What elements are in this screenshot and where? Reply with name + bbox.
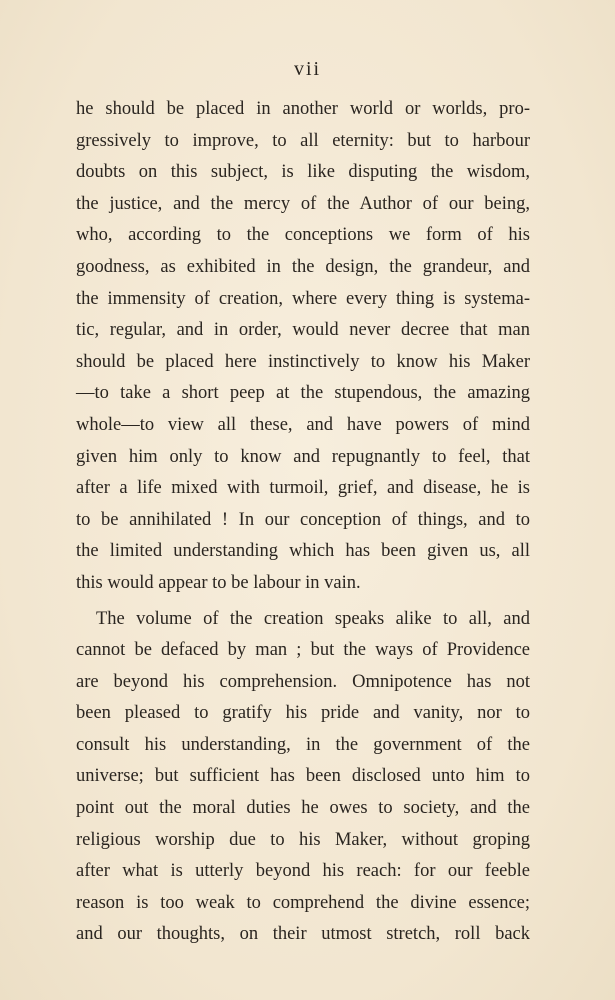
text-line: consult his understanding, in the government of the bbox=[76, 734, 530, 755]
text-line: the limited understanding which has been given us, all bbox=[76, 541, 530, 562]
paragraph-1 bbox=[76, 94, 530, 600]
text-line: should be placed here instinctively to know his Maker bbox=[76, 351, 530, 372]
text-line: he should be placed in another world or worlds, pro- bbox=[76, 99, 530, 119]
text-line: been pleased to gratify his pride and vanity, nor to bbox=[76, 703, 530, 724]
text-line: universe; but sufficient has been disclosed unto him to bbox=[76, 766, 530, 787]
paragraph-2 bbox=[76, 604, 530, 952]
text-line: after a life mixed with turmoil, grief, and disease, he is bbox=[76, 478, 530, 499]
text-line: tic, regular, and in order, would never decree that man bbox=[76, 320, 530, 341]
text-line: given him only to know and repugnantly to feel, that bbox=[76, 446, 530, 467]
text-line: whole—to view all these, and have powers of mind bbox=[76, 414, 530, 435]
text-line: this would appear to be labour in vain. bbox=[76, 572, 361, 593]
body-text bbox=[76, 94, 530, 951]
text-line: point out the moral duties he owes to society, and the bbox=[76, 798, 530, 819]
text-line: goodness, as exhibited in the design, the grandeur, and bbox=[76, 256, 530, 277]
text-line: reason is too weak to comprehend the divine essence; bbox=[76, 892, 530, 913]
text-line: cannot be defaced by man ; but the ways of Providence bbox=[76, 640, 530, 661]
text-line: are beyond his comprehension. Omnipotence has not bbox=[76, 671, 530, 692]
text-line: —to take a short peep at the stupendous, the amazing bbox=[76, 383, 530, 404]
text-line: the justice, and the mercy of the Author of our being, bbox=[76, 193, 530, 214]
text-line: after what is utterly beyond his reach: for our feeble bbox=[76, 861, 530, 882]
text-line: to be annihilated ! In our conception of things, and to bbox=[76, 509, 530, 530]
text-line: the immensity of creation, where every thing is systema- bbox=[76, 288, 530, 309]
text-line: religious worship due to his Maker, without groping bbox=[76, 829, 530, 850]
text-line: doubts on this subject, is like disputing the wisdom, bbox=[76, 162, 530, 183]
text-line: who, according to the conceptions we form of his bbox=[76, 225, 530, 246]
text-line: The volume of the creation speaks alike to all, and bbox=[96, 608, 530, 629]
page-number: vii bbox=[293, 58, 322, 80]
text-line: and our thoughts, on their utmost stretch, roll back bbox=[76, 924, 530, 945]
text-line: gressively to improve, to all eternity: but to harbour bbox=[76, 130, 530, 151]
